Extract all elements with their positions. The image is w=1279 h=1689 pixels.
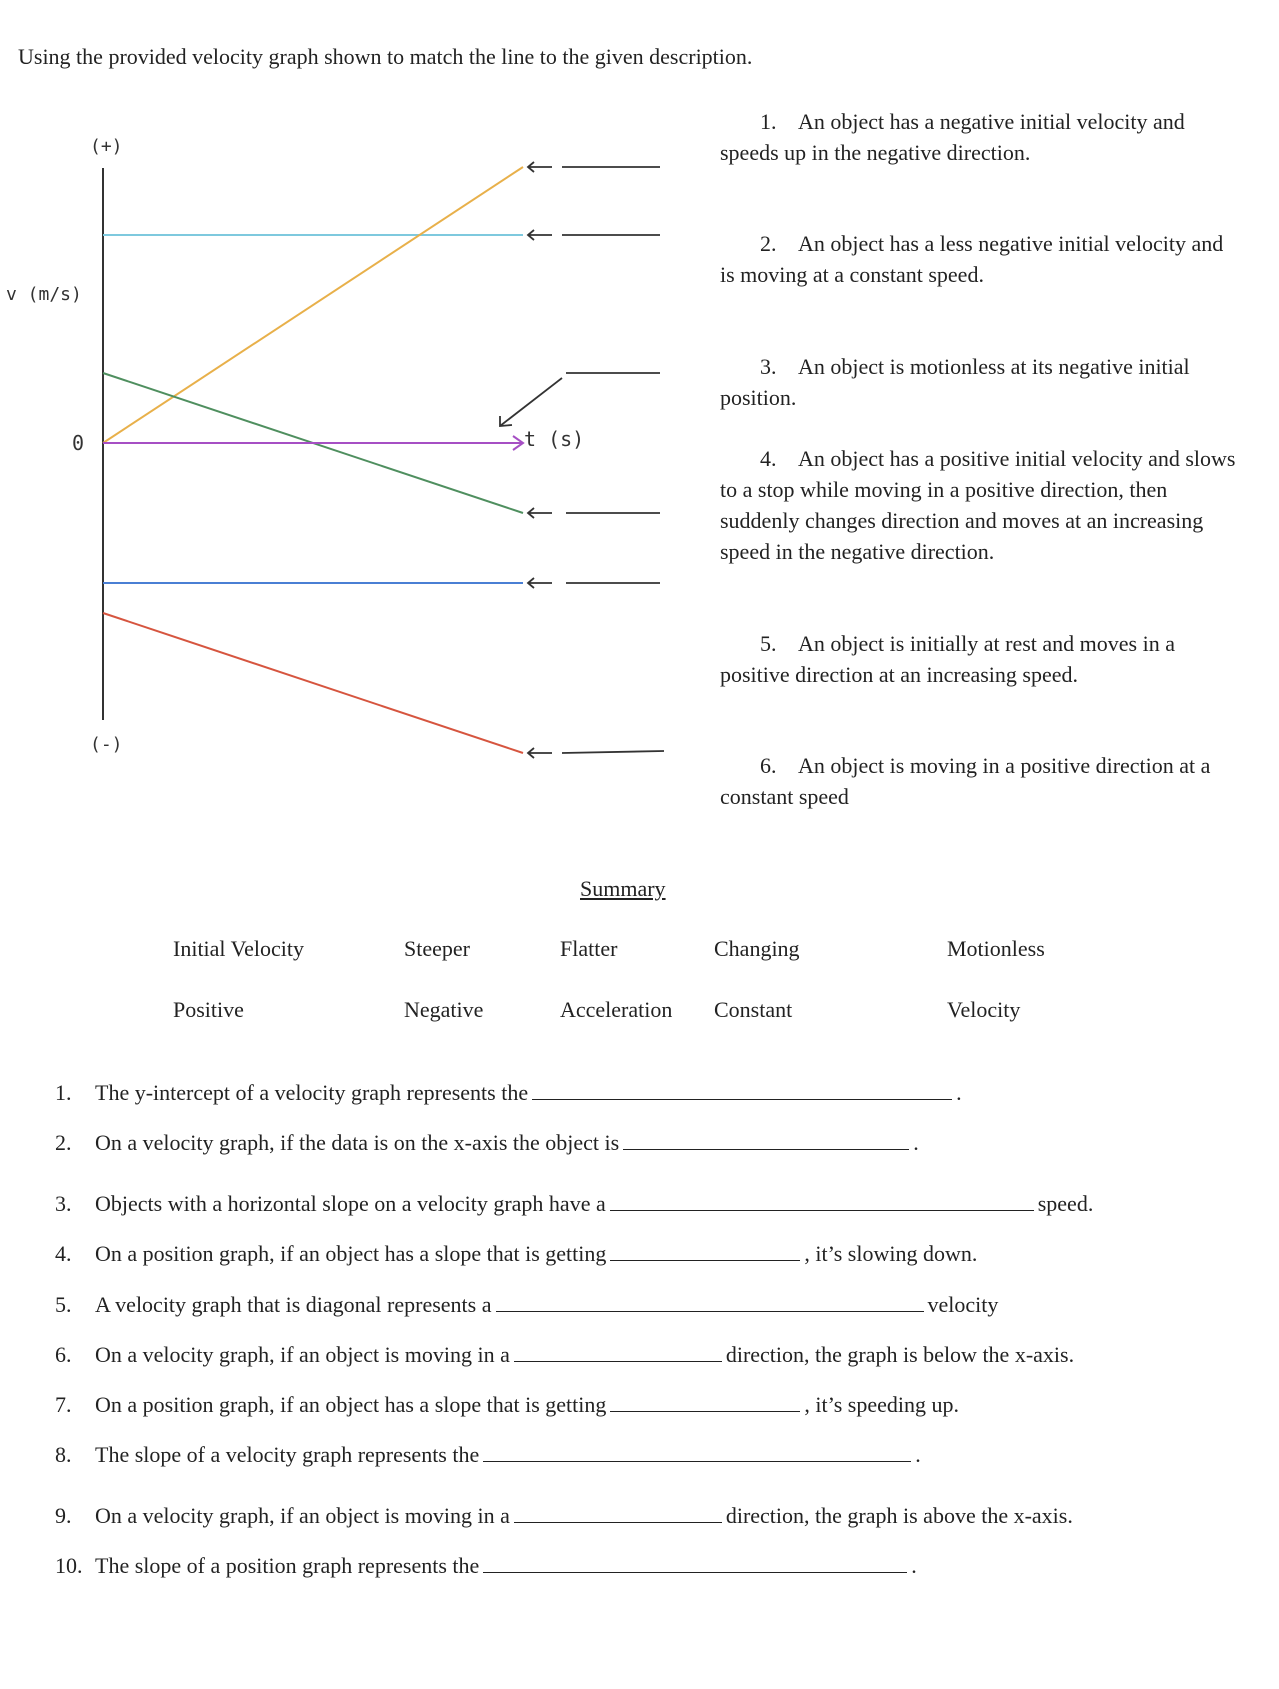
x-axis-label: t (s)	[524, 427, 585, 451]
answer-blank-red[interactable]	[562, 751, 664, 753]
question-number: 6.	[55, 1342, 72, 1367]
arrow-icon	[528, 748, 552, 758]
description-item	[720, 228, 1240, 290]
word-bank-item: Constant	[714, 997, 793, 1022]
question-suffix: .	[911, 1553, 917, 1578]
question-number: 7.	[55, 1392, 72, 1417]
question-suffix: .	[913, 1130, 919, 1155]
summary-title: Summary	[580, 876, 666, 901]
question-item	[55, 1392, 959, 1418]
question-item	[55, 1191, 1093, 1217]
question-number: 5.	[55, 1292, 72, 1317]
question-suffix: direction, the graph is below the x-axis.	[725, 1342, 1075, 1367]
question-number: 2.	[55, 1130, 72, 1155]
word-bank-item: Positive	[173, 997, 244, 1022]
word-bank-item: Steeper	[404, 936, 470, 961]
description-number: 3.	[760, 354, 777, 379]
answer-blank[interactable]	[483, 1554, 907, 1573]
description-number: 6.	[760, 753, 777, 778]
description-item	[720, 106, 1240, 168]
arrow-icon	[528, 230, 552, 240]
question-suffix: velocity	[927, 1292, 999, 1317]
word-bank-item: Negative	[404, 997, 484, 1022]
instructions-text: Using the provided velocity graph shown to match the line to the given description.	[18, 44, 753, 69]
question-suffix: speed.	[1037, 1191, 1094, 1216]
answer-blank[interactable]	[610, 1393, 800, 1412]
question-item	[55, 1241, 977, 1267]
arrow-icon	[528, 508, 552, 518]
word-bank-item: Motionless	[947, 936, 1045, 961]
arrow-icon	[528, 578, 552, 588]
question-text: The slope of a velocity graph represents the	[95, 1442, 480, 1467]
question-text: A velocity graph that is diagonal represents a	[95, 1292, 492, 1317]
line-orange	[103, 167, 523, 443]
arrow-icon	[528, 162, 552, 172]
answer-blank[interactable]	[483, 1443, 911, 1462]
description-text: An object has a less negative initial velocity and is moving at a constant speed.	[720, 231, 1224, 287]
question-text: The slope of a position graph represents the	[95, 1553, 480, 1578]
word-bank-item: Flatter	[560, 936, 618, 961]
description-number: 4.	[760, 446, 777, 471]
description-item	[720, 750, 1240, 812]
question-number: 10.	[55, 1553, 83, 1578]
zero-label: 0	[72, 431, 85, 455]
question-suffix: , it’s slowing down.	[804, 1241, 978, 1266]
arrow-icon	[500, 378, 562, 426]
description-number: 5.	[760, 631, 777, 656]
question-item	[55, 1080, 962, 1106]
description-text: An object has a negative initial velocity and speeds up in the negative direction.	[720, 109, 1185, 165]
description-text: An object is initially at rest and moves in a positive direction at an increasing speed.	[720, 631, 1175, 687]
question-number: 8.	[55, 1442, 72, 1467]
question-text: Objects with a horizontal slope on a velocity graph have a	[95, 1191, 606, 1216]
description-text: An object is motionless at its negative initial position.	[720, 354, 1190, 410]
question-item	[55, 1442, 921, 1468]
question-suffix: , it’s speeding up.	[804, 1392, 960, 1417]
answer-blank[interactable]	[514, 1343, 722, 1362]
question-text: On a velocity graph, if an object is moving in a	[95, 1342, 510, 1367]
minus-label: (-)	[90, 734, 123, 755]
description-item	[720, 351, 1240, 413]
question-item	[55, 1503, 1073, 1529]
velocity-graph	[0, 100, 700, 820]
question-number: 3.	[55, 1191, 72, 1216]
question-item	[55, 1342, 1074, 1368]
question-suffix: direction, the graph is above the x-axis.	[725, 1503, 1073, 1528]
question-text: On a velocity graph, if the data is on the x-axis the object is	[95, 1130, 620, 1155]
question-item	[55, 1130, 919, 1156]
question-number: 9.	[55, 1503, 72, 1528]
word-bank-item: Initial Velocity	[173, 936, 304, 961]
word-bank-item: Acceleration	[560, 997, 673, 1022]
word-bank-item: Changing	[714, 936, 800, 961]
answer-blank[interactable]	[514, 1504, 722, 1523]
answer-blank[interactable]	[496, 1293, 924, 1312]
description-item	[720, 443, 1240, 567]
question-suffix: .	[915, 1442, 921, 1467]
description-item	[720, 628, 1240, 690]
question-number: 4.	[55, 1241, 72, 1266]
description-text: An object has a positive initial velocity and slows to a stop while moving in a positive direction, then suddenly changes direction and moves at an increasing speed in the negative direction.	[720, 446, 1236, 564]
answer-blank[interactable]	[532, 1081, 952, 1100]
answer-blank[interactable]	[623, 1131, 909, 1150]
description-text: An object is moving in a positive direction at a constant speed	[720, 753, 1211, 809]
y-axis-label: v (m/s)	[6, 284, 82, 305]
description-number: 2.	[760, 231, 777, 256]
plus-label: (+)	[90, 136, 123, 157]
description-number: 1.	[760, 109, 777, 134]
question-text: On a velocity graph, if an object is moving in a	[95, 1503, 510, 1528]
answer-blank[interactable]	[610, 1192, 1034, 1211]
question-item	[55, 1292, 998, 1318]
question-item	[55, 1553, 917, 1579]
word-bank-item: Velocity	[947, 997, 1021, 1022]
question-suffix: .	[956, 1080, 962, 1105]
question-text: On a position graph, if an object has a slope that is getting	[95, 1241, 607, 1266]
question-text: The y-intercept of a velocity graph represents the	[95, 1080, 529, 1105]
question-text: On a position graph, if an object has a slope that is getting	[95, 1392, 607, 1417]
line-red	[103, 613, 523, 753]
question-number: 1.	[55, 1080, 72, 1105]
answer-blank[interactable]	[610, 1242, 800, 1261]
